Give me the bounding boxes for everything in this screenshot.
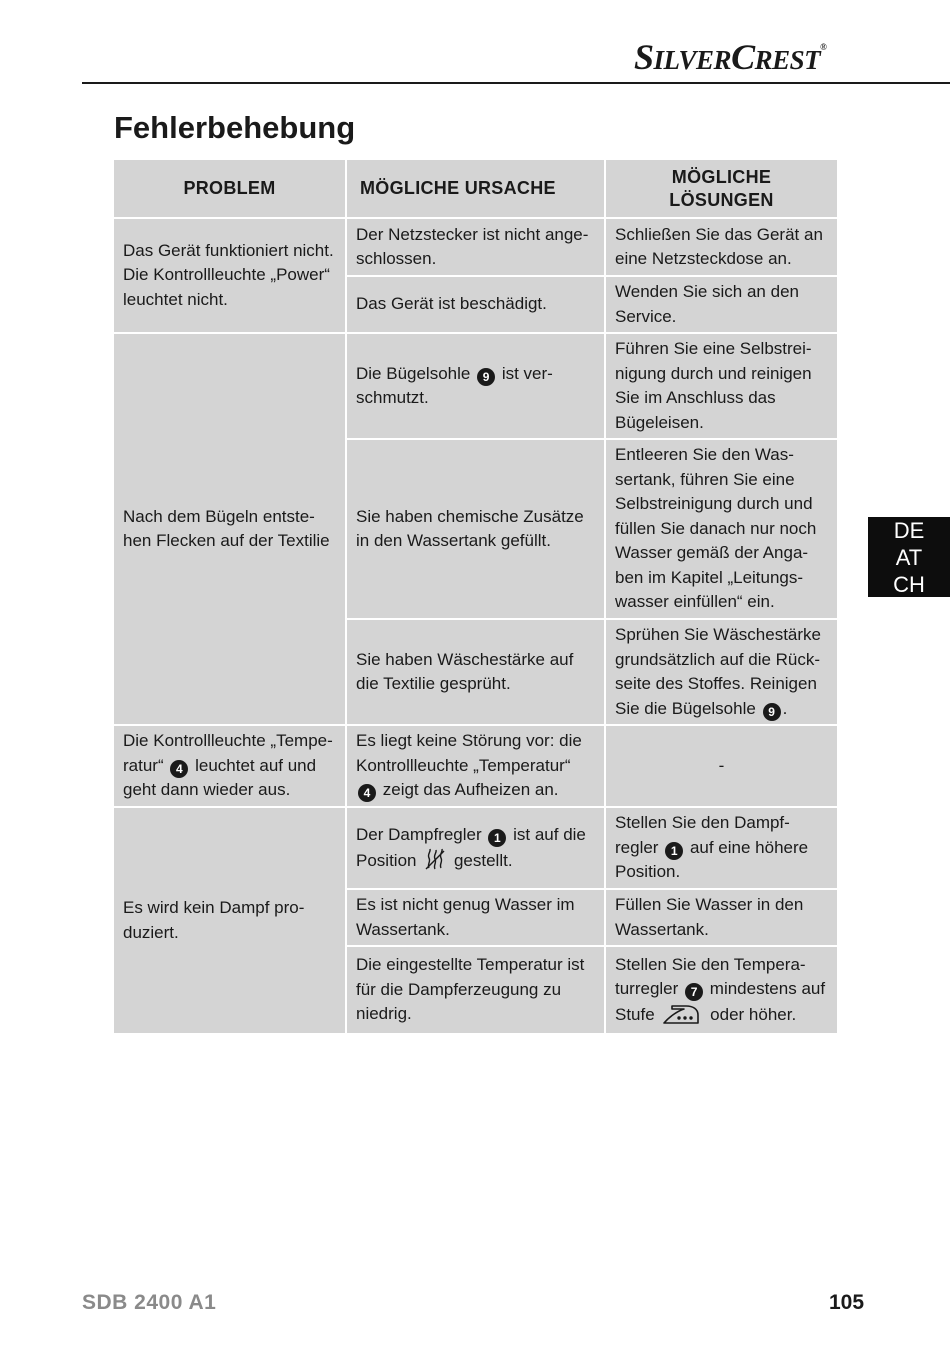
problem-cell: Es wird kein Dampf pro-duziert. [114,808,345,1033]
lang-de: DE [893,517,925,543]
solution-cell: Füllen Sie Wasser in den Wassertank. [606,890,837,945]
problem-cell: Das Gerät funktioniert nicht. Die Kontrollleuchte „Power“ leuchtet nicht. [114,219,345,332]
cause-cell: Der Netzstecker ist nicht ange-schlossen. [347,219,604,275]
solution-cell: Schließen Sie das Gerät an eine Netzsteckdose an. [606,219,837,275]
cause-cell: Das Gerät ist beschädigt. [347,277,604,332]
part-number-badge: 9 [477,368,495,386]
header-cause: MÖGLICHE URSACHE [347,160,604,217]
header-problem: PROBLEM [114,160,345,217]
problem-cell: Die Kontrollleuchte „Tempe-ratur“ 4 leuchtet auf und geht dann wieder aus. [114,726,345,806]
cause-cell: Es ist nicht genug Wasser im Wassertank. [347,890,604,945]
header-rule [82,82,950,84]
solution-cell: Wenden Sie sich an den Service. [606,277,837,332]
solution-cell: - [606,726,837,806]
lang-ch: CH [893,571,925,597]
problem-cell: Nach dem Bügeln entste-hen Flecken auf der Textilie [114,334,345,724]
cause-cell: Sie haben chemische Zusätze in den Wassertank gefüllt. [347,440,604,618]
cause-cell: Die eingestellte Temperatur ist für die Dampferzeugung zu niedrig. [347,947,604,1033]
solution-cell: Entleeren Sie den Was-sertank, führen Sie eine Selbstreinigung durch und füllen Sie danach nur noch Wasser gemäß der Anga-ben im Kapitel „Leitungs-wasser einfüllen“ ein. [606,440,837,618]
part-number-badge: 7 [685,983,703,1001]
part-number-badge: 4 [358,784,376,802]
part-number-badge: 9 [763,703,781,721]
troubleshooting-table [114,160,837,1040]
part-number-badge: 1 [665,842,683,860]
page-title: Fehlerbehebung [114,110,356,145]
solution-cell: Stellen Sie den Dampf-regler 1 auf eine höhere Position. [606,808,837,888]
part-number-badge: 4 [170,760,188,778]
solution-cell: Führen Sie eine Selbstrei-nigung durch und reinigen Sie im Anschluss das Bügeleisen. [606,334,837,438]
lang-at: AT [895,544,923,570]
language-tab [868,517,950,597]
model-number: SDB 2400 A1 [82,1291,217,1314]
iron-three-dots-icon [662,1002,702,1026]
solution-cell: Stellen Sie den Tempera-turregler 7 mindestens auf Stufe oder höher. [606,947,837,1033]
header-solution: MÖGLICHE LÖSUNGEN [606,160,837,217]
steam-off-icon [423,848,447,872]
cause-cell: Es liegt keine Störung vor: die Kontrollleuchte „Temperatur“ 4 zeigt das Aufheizen an. [347,726,604,806]
cause-cell: Die Bügelsohle 9 ist ver-schmutzt. [347,334,604,438]
page-number: 105 [829,1291,865,1314]
cause-cell: Der Dampfregler 1 ist auf die Position gestellt. [347,808,604,888]
brand-logo: SILVERCREST® [634,37,827,77]
part-number-badge: 1 [488,829,506,847]
cause-cell: Sie haben Wäschestärke auf die Textilie gesprüht. [347,620,604,724]
solution-cell: Sprühen Sie Wäschestärke grundsätzlich auf die Rück-seite des Stoffes. Reinigen Sie die Bügelsohle 9 . [606,620,837,724]
